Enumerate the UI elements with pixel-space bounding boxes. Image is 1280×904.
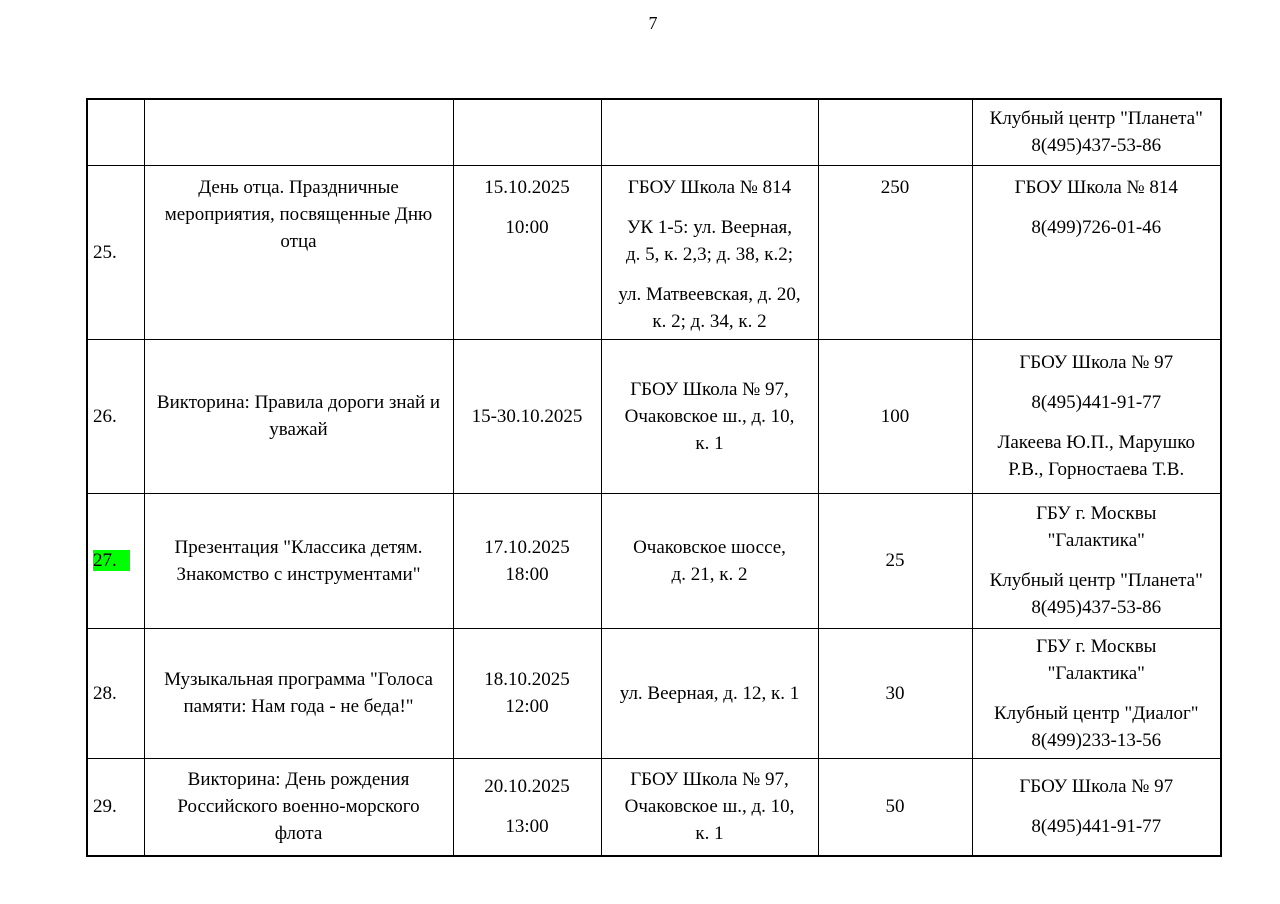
text-line: Викторина: День рождения	[187, 769, 410, 791]
text-line: "Галактика"	[1047, 662, 1145, 684]
text-line: ГБОУ Школа № 814	[1014, 176, 1178, 198]
text-line: 25.	[93, 241, 117, 263]
text-line: 100	[880, 405, 910, 427]
text-line: 8(499)726-01-46	[1031, 216, 1162, 238]
text-line: 250	[880, 176, 910, 198]
text-line: 8(499)233-13-56	[1031, 729, 1162, 751]
organizer-cell	[972, 165, 1221, 339]
address-cell	[601, 493, 818, 628]
text-line: 29.	[93, 796, 117, 818]
participants-count-cell	[818, 628, 972, 758]
text-line: 8(495)437-53-86	[1031, 135, 1162, 157]
text-line: к. 2; д. 34, к. 2	[652, 310, 767, 332]
row-number-cell	[87, 99, 144, 165]
text-line: Очаковское шоссе,	[633, 536, 786, 558]
text-line: ГБОУ Школа № 97	[1019, 352, 1174, 373]
text-line: 8(495)441-91-77	[1031, 392, 1162, 413]
text-line: ГБУ г. Москвы	[1036, 503, 1157, 524]
text-line: Клубный центр "Планета"	[989, 108, 1203, 130]
text-line: УК 1-5: ул. Веерная,	[626, 216, 792, 238]
text-line: Российского военно-морского	[177, 796, 420, 818]
text-line: д. 5, к. 2,3; д. 38, к.2;	[625, 243, 794, 265]
date-cell	[453, 493, 601, 628]
text-line: мероприятия, посвященные Дню	[164, 203, 433, 225]
row-number-cell	[87, 339, 144, 493]
address-cell	[601, 628, 818, 758]
event-title-cell	[144, 628, 453, 758]
text-line	[93, 547, 142, 574]
participants-count-cell	[818, 99, 972, 165]
text-line: Клубный центр "Планета"	[989, 570, 1203, 591]
table-row	[87, 165, 1221, 339]
text-line: 10:00	[505, 216, 549, 238]
text-line: Очаковское ш., д. 10,	[624, 405, 795, 427]
text-line: Презентация "Классика детям.	[174, 536, 423, 558]
text-line: 50	[885, 796, 905, 818]
text-line: к. 1	[695, 432, 724, 454]
event-title-cell	[144, 758, 453, 856]
text-line: д. 21, к. 2	[671, 563, 748, 585]
participants-count-cell	[818, 339, 972, 493]
event-title-cell	[144, 339, 453, 493]
text-line: ГБОУ Школа № 97	[1019, 776, 1174, 798]
table-row	[87, 628, 1221, 758]
page-number: 7	[648, 13, 658, 33]
text-line: 26.	[93, 405, 117, 427]
text-line: Викторина: Правила дороги знай и	[156, 392, 441, 413]
organizer-cell	[972, 628, 1221, 758]
participants-count-cell	[818, 758, 972, 856]
highlight: 27.	[93, 550, 130, 571]
text-line: флота	[274, 823, 323, 845]
text-line: 30	[885, 682, 905, 704]
row-number-cell	[87, 493, 144, 628]
text-line: Музыкальная программа "Голоса	[164, 669, 433, 690]
text-line: День отца. Праздничные	[198, 176, 399, 198]
text-line: ГБОУ Школа № 814	[627, 176, 792, 198]
date-cell	[453, 165, 601, 339]
organizer-cell	[972, 99, 1221, 165]
text-line: уважай	[269, 419, 328, 440]
row-number-cell	[87, 165, 144, 339]
address-cell	[601, 165, 818, 339]
text-line: 25	[885, 550, 905, 571]
text-line: Знакомство с инструментами"	[176, 563, 421, 585]
text-line: ул. Веерная, д. 12, к. 1	[619, 682, 800, 704]
text-line: памяти: Нам года - не беда!"	[183, 696, 414, 717]
table-row	[87, 339, 1221, 493]
event-title-cell	[144, 165, 453, 339]
text-line: 17.10.2025	[484, 536, 570, 558]
text-line: 20.10.2025	[484, 776, 570, 798]
address-cell	[601, 339, 818, 493]
text-line: "Галактика"	[1047, 530, 1145, 551]
text-line: Очаковское ш., д. 10,	[624, 796, 795, 818]
row-number-cell	[87, 628, 144, 758]
date-cell	[453, 758, 601, 856]
text-line: 13:00	[505, 816, 549, 838]
address-cell	[601, 99, 818, 165]
row-number-cell	[87, 758, 144, 856]
text-line: 8(495)441-91-77	[1031, 816, 1162, 838]
organizer-cell	[972, 339, 1221, 493]
date-cell	[453, 99, 601, 165]
date-cell	[453, 628, 601, 758]
text-line: 12:00	[505, 696, 549, 717]
text-line: Лакеева Ю.П., Марушко	[997, 432, 1196, 453]
table-row	[87, 758, 1221, 856]
table-row	[87, 99, 1221, 165]
address-cell	[601, 758, 818, 856]
text-line: 28.	[93, 682, 117, 704]
organizer-cell	[972, 758, 1221, 856]
text-line: Р.В., Горностаева Т.В.	[1008, 459, 1185, 480]
text-line: 15-30.10.2025	[471, 405, 583, 427]
participants-count-cell	[818, 493, 972, 628]
text-line: ГБУ г. Москвы	[1036, 635, 1157, 657]
text-line: Клубный центр "Диалог"	[994, 702, 1199, 724]
text-line: к. 1	[695, 823, 724, 845]
text-line: 15.10.2025	[484, 176, 570, 198]
text-line: 18.10.2025	[484, 669, 570, 690]
text-line: ул. Матвеевская, д. 20,	[618, 283, 801, 305]
text-line: 18:00	[505, 563, 549, 585]
event-title-cell	[144, 493, 453, 628]
date-cell	[453, 339, 601, 493]
text-line: 8(495)437-53-86	[1031, 597, 1162, 618]
organizer-cell	[972, 493, 1221, 628]
text-line: ГБОУ Школа № 97,	[630, 769, 789, 791]
events-table	[86, 98, 1222, 857]
text-line: отца	[280, 230, 317, 252]
text-line: ГБОУ Школа № 97,	[630, 378, 789, 400]
participants-count-cell	[818, 165, 972, 339]
event-title-cell	[144, 99, 453, 165]
table-row	[87, 493, 1221, 628]
